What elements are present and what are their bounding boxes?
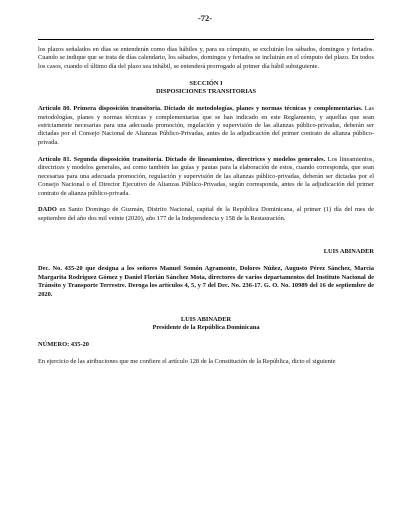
- intro-paragraph: los plazos señalados en días se entenderán como días hábiles y, para su cómputo, se excluirán los sábados, domingos y feriados. Cuando se indique que se trata de días calendario, los sábados, domingos y feriados se incluirán en el cómputo del plazo. En todos los casos, cuando el último día del plazo sea inhábil, se entenderá prorrogado al primer día hábil subsiguiente.: [38, 46, 374, 70]
- closing-paragraph: En ejercicio de las atribuciones que me confiere el artículo 128 de la Constitución de la República, dicto el siguiente: [38, 358, 336, 366]
- document-body: [38, 46, 374, 366]
- president-name: LUIS ABINADER: [180, 315, 232, 323]
- article-80-body: Las metodologías, planes y normas técnicas y complementarias que se han indicado en este Reglamento, y aquellas que sean estrictamente necesarias para una adecuada promoción, regulación y supervisión de las alianzas público-privadas, deberán ser dictadas por el Consejo Nacional de Alianzas Público-Privadas, antes de la adjudicación del primer contrato de alianza público-privada.: [38, 105, 374, 146]
- dado-paragraph: [38, 206, 374, 223]
- signature-luis-abinader: LUIS ABINADER: [323, 248, 374, 256]
- section-number: SECCIÓN I: [189, 79, 223, 87]
- section-title: DISPOSICIONES TRANSITORIAS: [155, 88, 257, 96]
- dado-text: en Santo Domingo de Guzmán, Distrito Nacional, capital de la República Dominicana, al primer (1) día del mes de septiembre del año dos mil veinte (2020), año 177 de la Independencia y 158 de la Restauración.: [38, 206, 374, 222]
- decree-number: NÚMERO: 435-20: [38, 341, 89, 349]
- article-80-heading: Artículo 80. Primera disposición transitoria. Dictado de metodologías, planes y normas técnicas y complementarias.: [38, 105, 363, 113]
- article-81: [38, 156, 374, 198]
- article-81-body: Los lineamientos, directrices y modelos generales, así como también las guías y pautas para la elaboración de estos, cuando corresponda, que sean necesarias para una adecuada promoción, regulación y supervisión de las alianzas público-privadas, deberán ser dictadas por el Consejo Nacional o el Director Ejecutivo de Alianzas Público-Privadas, según corresponda, antes de la adjudicación del primer contrato de alianza público-privada.: [38, 155, 374, 197]
- decree-summary: Dec. No. 435-20 que designa a los señores Manuel Somón Agramonte, Dolores Núñez, Augusto Pérez Sánchez, Marcia Margarita Rodríguez Gómez y Daniel Florián Sánchez Mota, directores de varios departamentos del Instituto Nacional de Tránsito y Transporte Terrestre. Deroga los artículos 4, 5, y 7 del Dec. No. 236-17. G. O. No. 10989 del 16 de septiembre de 2020.: [38, 265, 374, 298]
- article-81-heading: Artículo 81. Segunda disposición transitoria. Dictado de lineamientos, directrices y modelos generales.: [38, 155, 326, 163]
- header-rule: [38, 39, 374, 40]
- president-title: Presidente de la República Dominicana: [152, 324, 260, 332]
- dado-label: DADO: [38, 206, 57, 214]
- page-number: -72-: [197, 13, 213, 23]
- article-80: [38, 105, 374, 147]
